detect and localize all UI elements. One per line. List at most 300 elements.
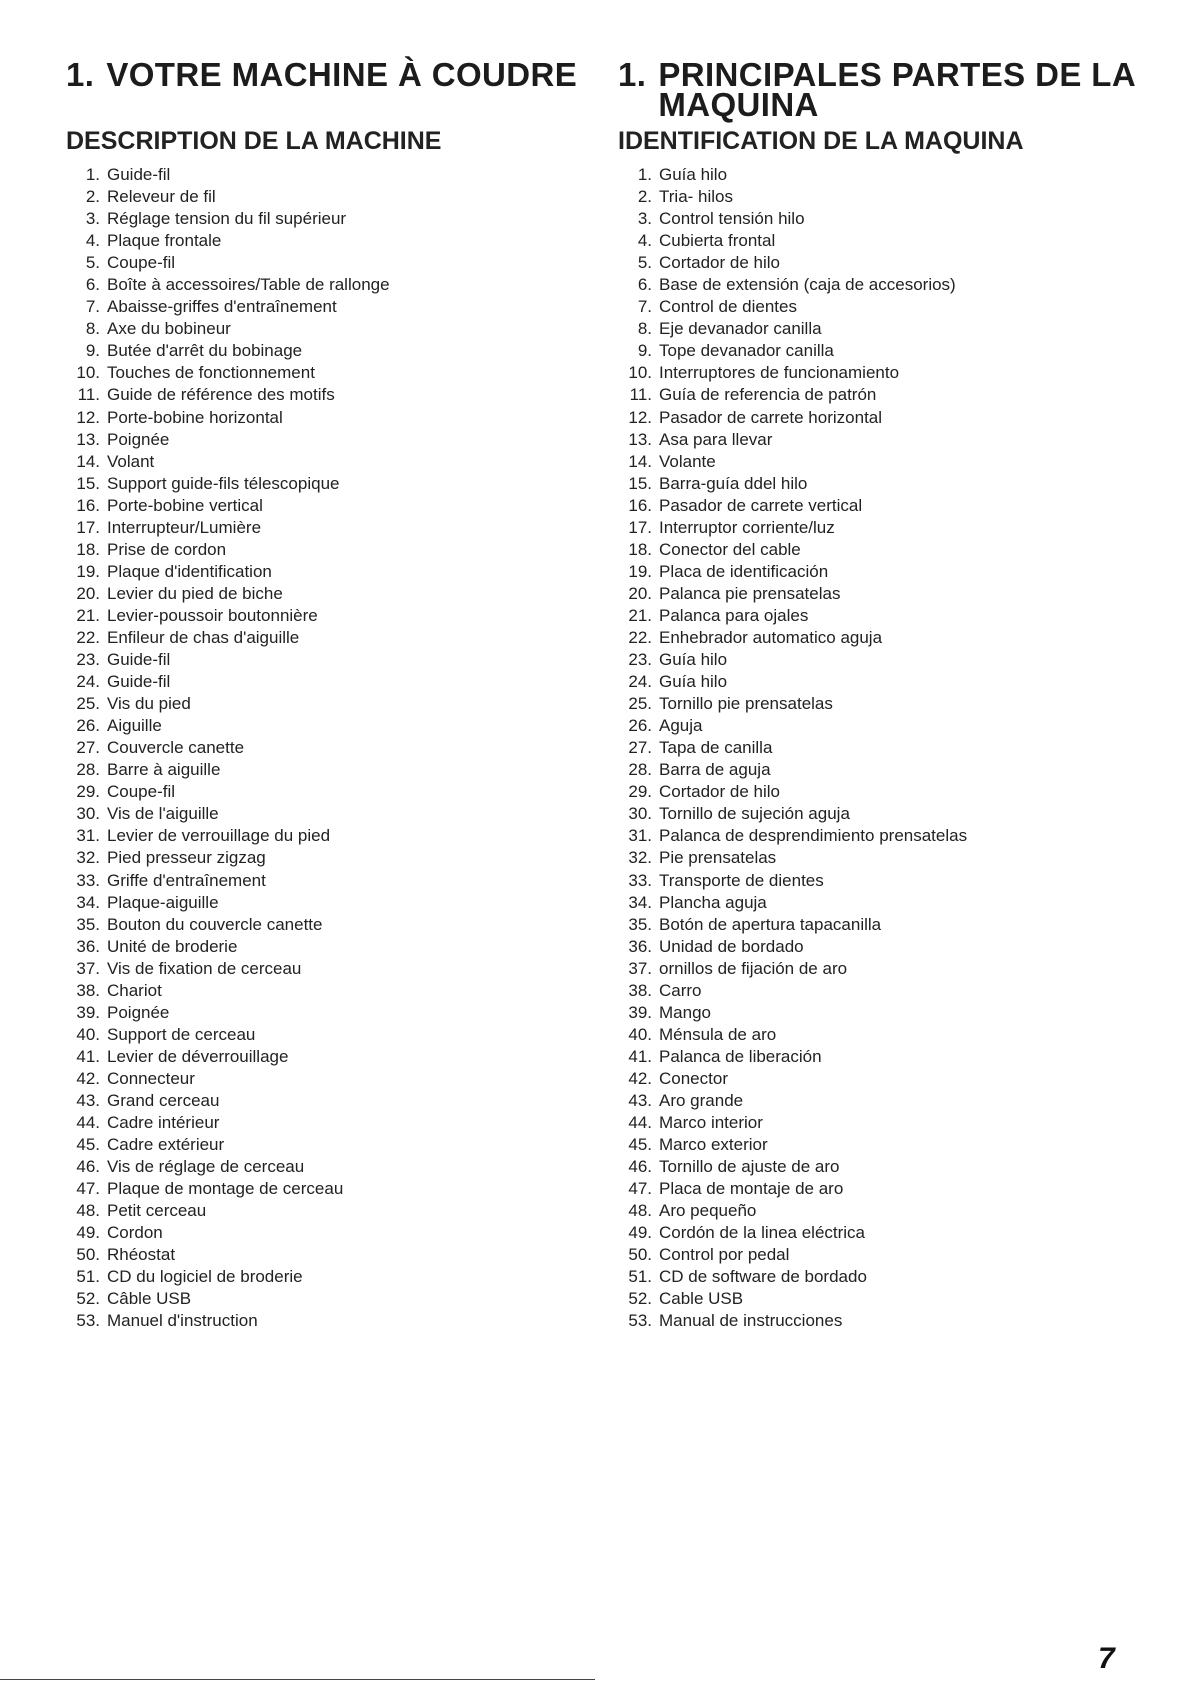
page-number: 7	[1098, 1642, 1115, 1675]
part-label: Control de dientes	[659, 297, 797, 317]
spanish-part-item	[618, 1200, 1158, 1222]
part-label: Tornillo de ajuste de aro	[659, 1157, 840, 1177]
part-number: 53.	[76, 1311, 100, 1331]
spanish-part-item	[618, 1156, 1158, 1178]
part-label: Levier-poussoir boutonnière	[107, 605, 318, 625]
part-number: 51.	[76, 1267, 100, 1287]
spanish-part-item	[618, 495, 1158, 517]
spanish-part-item	[618, 1002, 1158, 1024]
part-label: Vis de fixation de cerceau	[107, 958, 302, 978]
french-part-item	[66, 164, 586, 186]
part-label: Prise de cordon	[107, 539, 227, 559]
part-number: 4.	[637, 231, 652, 251]
spanish-part-item	[618, 1222, 1158, 1244]
part-label: Tornillo pie prensatelas	[659, 694, 833, 714]
part-label: Tapa de canilla	[659, 738, 773, 758]
part-label: Volant	[107, 451, 155, 471]
part-number: 40.	[76, 1024, 100, 1044]
part-number: 1.	[85, 165, 100, 184]
part-number: 8.	[637, 319, 652, 339]
spanish-part-item	[618, 296, 1158, 318]
part-number: 5.	[637, 253, 652, 273]
part-label: Enhebrador automatico aguja	[659, 627, 883, 647]
part-number: 19.	[628, 561, 652, 581]
part-number: 49.	[76, 1223, 100, 1243]
part-label: Aro pequeño	[659, 1201, 757, 1221]
spanish-part-item	[618, 429, 1158, 451]
spanish-part-item	[618, 870, 1158, 892]
part-number: 47.	[76, 1179, 100, 1199]
part-label: Plaque d'identification	[107, 561, 272, 581]
part-label: CD du logiciel de broderie	[107, 1267, 303, 1287]
spanish-column	[618, 56, 1158, 1332]
part-label: Couvercle canette	[107, 738, 245, 758]
french-column	[66, 56, 586, 1332]
part-label: Plaque frontale	[107, 231, 222, 251]
part-number: 52.	[628, 1289, 652, 1309]
part-label: Transporte de dientes	[659, 870, 824, 890]
part-label: Plaque de montage de cerceau	[107, 1179, 344, 1199]
part-label: Porte-bobine vertical	[107, 495, 263, 515]
part-label: Cubierta frontal	[659, 231, 776, 251]
part-number: 22.	[76, 627, 100, 647]
part-number: 23.	[628, 650, 652, 670]
french-part-item	[66, 980, 586, 1002]
part-number: 31.	[76, 826, 100, 846]
part-label: Câble USB	[107, 1289, 192, 1309]
french-part-item	[66, 1002, 586, 1024]
spanish-part-item	[618, 693, 1158, 715]
spanish-part-item	[618, 1134, 1158, 1156]
part-number: 33.	[76, 870, 100, 890]
part-label: Unidad de bordado	[659, 936, 804, 956]
spanish-part-item	[618, 164, 1158, 186]
french-section-number: 1.	[66, 56, 95, 93]
spanish-part-item	[618, 451, 1158, 473]
part-number: 29.	[76, 782, 100, 802]
part-number: 11.	[629, 385, 652, 405]
part-number: 31.	[628, 826, 652, 846]
spanish-part-item	[618, 473, 1158, 495]
part-number: 20.	[76, 583, 100, 603]
part-label: Marco exterior	[659, 1135, 768, 1155]
part-label: Barra-guía ddel hilo	[659, 473, 808, 493]
french-part-item	[66, 737, 586, 759]
french-part-item	[66, 274, 586, 296]
part-number: 15.	[628, 473, 652, 493]
part-label: Support guide-fils télescopique	[107, 473, 340, 493]
french-part-item	[66, 671, 586, 693]
spanish-part-item	[618, 671, 1158, 693]
part-number: 25.	[76, 694, 100, 714]
part-label: Guide-fil	[107, 650, 171, 670]
spanish-part-item	[618, 847, 1158, 869]
french-part-item	[66, 230, 586, 252]
part-number: 16.	[76, 495, 100, 515]
part-label: Control tensión hilo	[659, 209, 805, 229]
part-number: 27.	[628, 738, 652, 758]
french-part-item	[66, 1244, 586, 1266]
part-label: Réglage tension du fil supérieur	[107, 209, 347, 229]
part-number: 5.	[85, 253, 100, 273]
spanish-part-item	[618, 892, 1158, 914]
french-part-item	[66, 1112, 586, 1134]
french-part-item	[66, 803, 586, 825]
part-label: Poignée	[107, 429, 170, 449]
part-label: Placa de montaje de aro	[659, 1179, 844, 1199]
part-label: Unité de broderie	[107, 936, 238, 956]
french-part-item	[66, 473, 586, 495]
french-part-item	[66, 186, 586, 208]
part-number: 27.	[76, 738, 100, 758]
french-part-item	[66, 715, 586, 737]
part-label: Coupe-fil	[107, 782, 176, 802]
part-label: Pied presseur zigzag	[107, 848, 266, 868]
spanish-part-item	[618, 340, 1158, 362]
part-number: 30.	[628, 804, 652, 824]
spanish-part-item	[618, 627, 1158, 649]
part-label: Vis du pied	[107, 694, 191, 714]
french-part-item	[66, 847, 586, 869]
part-number: 24.	[76, 672, 100, 692]
spanish-part-item	[618, 1266, 1158, 1288]
part-number: 30.	[76, 804, 100, 824]
part-number: 9.	[85, 341, 100, 361]
french-part-item	[66, 362, 586, 384]
part-number: 29.	[628, 782, 652, 802]
part-number: 14.	[628, 451, 652, 471]
french-part-item	[66, 517, 586, 539]
part-number: 19.	[76, 561, 100, 581]
french-part-item	[66, 1134, 586, 1156]
part-label: Volante	[659, 451, 716, 471]
french-section-title	[66, 56, 586, 93]
part-label: Vis de réglage de cerceau	[107, 1157, 305, 1177]
part-label: Botón de apertura tapacanilla	[659, 914, 882, 934]
french-part-item	[66, 649, 586, 671]
french-part-item	[66, 1266, 586, 1288]
part-number: 26.	[76, 716, 100, 736]
french-part-item	[66, 759, 586, 781]
part-label: Carro	[659, 980, 702, 1000]
part-label: Releveur de fil	[107, 187, 216, 207]
part-label: Pie prensatelas	[659, 848, 777, 868]
part-label: Levier de déverrouillage	[107, 1046, 289, 1066]
part-number: 43.	[628, 1090, 652, 1110]
part-number: 16.	[628, 495, 652, 515]
part-number: 39.	[628, 1002, 652, 1022]
french-part-item	[66, 605, 586, 627]
part-label: ornillos de fijación de aro	[659, 958, 848, 978]
spanish-section-number: 1.	[618, 56, 647, 93]
french-part-item	[66, 384, 586, 406]
spanish-part-item	[618, 274, 1158, 296]
part-label: Barre à aiguille	[107, 760, 221, 780]
part-number: 15.	[76, 473, 100, 493]
french-part-item	[66, 627, 586, 649]
part-label: Coupe-fil	[107, 253, 176, 273]
french-part-item	[66, 892, 586, 914]
part-number: 42.	[628, 1068, 652, 1088]
part-number: 14.	[76, 451, 100, 471]
spanish-part-item	[618, 1068, 1158, 1090]
part-label: Axe du bobineur	[107, 319, 231, 339]
part-number: 4.	[85, 231, 100, 251]
part-label: Guía hilo	[659, 165, 728, 184]
spanish-part-item	[618, 407, 1158, 429]
part-number: 52.	[76, 1289, 100, 1309]
spanish-part-item	[618, 1046, 1158, 1068]
part-label: Vis de l'aiguille	[107, 804, 219, 824]
spanish-part-item	[618, 803, 1158, 825]
part-label: Palanca de desprendimiento prensatelas	[659, 826, 968, 846]
part-label: Guide de référence des motifs	[107, 385, 335, 405]
part-number: 20.	[628, 583, 652, 603]
spanish-part-item	[618, 1090, 1158, 1112]
part-label: Abaisse-griffes d'entraînement	[107, 297, 337, 317]
part-number: 36.	[628, 936, 652, 956]
spanish-part-item	[618, 230, 1158, 252]
part-number: 46.	[76, 1157, 100, 1177]
spanish-part-item	[618, 252, 1158, 274]
french-part-item	[66, 1222, 586, 1244]
part-number: 38.	[76, 980, 100, 1000]
french-section-title-text: VOTRE MACHINE À COUDRE	[106, 56, 578, 93]
part-label: Petit cerceau	[107, 1201, 207, 1221]
part-label: Interrupteur/Lumière	[107, 517, 262, 537]
part-number: 49.	[628, 1223, 652, 1243]
part-label: Chariot	[107, 980, 162, 1000]
part-number: 21.	[628, 605, 652, 625]
spanish-part-item	[618, 318, 1158, 340]
part-label: Palanca para ojales	[659, 605, 809, 625]
part-number: 47.	[628, 1179, 652, 1199]
spanish-part-item	[618, 649, 1158, 671]
part-number: 2.	[637, 187, 652, 207]
part-number: 37.	[628, 958, 652, 978]
french-part-item	[66, 1068, 586, 1090]
part-label: Cable USB	[659, 1289, 744, 1309]
part-label: Cordon	[107, 1223, 163, 1243]
part-label: Barra de aguja	[659, 760, 771, 780]
part-number: 38.	[628, 980, 652, 1000]
part-label: Eje devanador canilla	[659, 319, 822, 339]
part-label: Guía hilo	[659, 672, 728, 692]
spanish-subtitle: IDENTIFICATION DE LA MAQUINA	[618, 127, 1024, 155]
part-label: Mango	[659, 1002, 711, 1022]
part-label: Marco interior	[659, 1113, 763, 1133]
french-part-item	[66, 958, 586, 980]
french-part-item	[66, 451, 586, 473]
part-number: 40.	[628, 1024, 652, 1044]
french-part-item	[66, 429, 586, 451]
french-part-item	[66, 1024, 586, 1046]
part-label: Guide-fil	[107, 672, 171, 692]
part-number: 48.	[628, 1201, 652, 1221]
french-part-item	[66, 252, 586, 274]
part-label: Butée d'arrêt du bobinage	[107, 341, 303, 361]
part-label: Control por pedal	[659, 1245, 790, 1265]
part-number: 45.	[76, 1135, 100, 1155]
part-number: 41.	[628, 1046, 652, 1066]
part-number: 43.	[76, 1090, 100, 1110]
french-part-item	[66, 914, 586, 936]
part-number: 51.	[628, 1267, 652, 1287]
spanish-part-item	[618, 737, 1158, 759]
spanish-part-item	[618, 958, 1158, 980]
french-part-item	[66, 495, 586, 517]
french-parts-list	[66, 164, 586, 1332]
spanish-part-item	[618, 384, 1158, 406]
part-number: 34.	[628, 892, 652, 912]
spanish-part-item	[618, 759, 1158, 781]
part-label: Levier de verrouillage du pied	[107, 826, 331, 846]
part-number: 32.	[76, 848, 100, 868]
spanish-part-item	[618, 561, 1158, 583]
part-label: Cadre extérieur	[107, 1135, 225, 1155]
part-number: 37.	[76, 958, 100, 978]
part-number: 28.	[628, 760, 652, 780]
french-part-item	[66, 693, 586, 715]
part-label: Guide-fil	[107, 165, 171, 184]
part-label: Interruptor corriente/luz	[659, 517, 835, 537]
part-label: Plancha aguja	[659, 892, 767, 912]
spanish-part-item	[618, 936, 1158, 958]
part-label: Boîte à accessoires/Table de rallonge	[107, 275, 390, 295]
part-label: Levier du pied de biche	[107, 583, 283, 603]
part-label: Base de extensión (caja de accesorios)	[659, 275, 956, 295]
part-number: 50.	[76, 1245, 100, 1265]
part-number: 7.	[85, 297, 100, 317]
part-label: Aguja	[659, 716, 703, 736]
spanish-part-item	[618, 914, 1158, 936]
part-number: 6.	[637, 275, 652, 295]
part-label: Cortador de hilo	[659, 253, 780, 273]
part-label: Tornillo de sujeción aguja	[659, 804, 850, 824]
part-label: Ménsula de aro	[659, 1024, 777, 1044]
spanish-part-item	[618, 539, 1158, 561]
part-number: 33.	[628, 870, 652, 890]
spanish-part-item	[618, 362, 1158, 384]
spanish-section-title-text: PRINCIPALES PARTES DE LA MAQUINA	[658, 56, 1135, 123]
part-label: Conector del cable	[659, 539, 801, 559]
part-label: Guía hilo	[659, 650, 728, 670]
footer-rule	[0, 1679, 595, 1680]
part-number: 50.	[628, 1245, 652, 1265]
spanish-part-item	[618, 1178, 1158, 1200]
part-label: Interruptores de funcionamiento	[659, 363, 900, 383]
part-number: 45.	[628, 1135, 652, 1155]
part-label: Griffe d'entraînement	[107, 870, 266, 890]
part-number: 12.	[76, 407, 100, 427]
french-part-item	[66, 539, 586, 561]
part-number: 13.	[76, 429, 100, 449]
part-label: Asa para llevar	[659, 429, 773, 449]
french-part-item	[66, 407, 586, 429]
part-number: 17.	[76, 517, 100, 537]
spanish-part-item	[618, 186, 1158, 208]
part-label: Touches de fonctionnement	[107, 363, 315, 383]
part-number: 25.	[628, 694, 652, 714]
french-part-item	[66, 561, 586, 583]
part-number: 46.	[628, 1157, 652, 1177]
part-label: Bouton du couvercle canette	[107, 914, 323, 934]
french-part-item	[66, 1200, 586, 1222]
part-label: Cordón de la linea eléctrica	[659, 1223, 866, 1243]
french-part-item	[66, 825, 586, 847]
spanish-part-item	[618, 1310, 1158, 1332]
part-number: 21.	[76, 605, 100, 625]
part-label: CD de software de bordado	[659, 1267, 867, 1287]
french-part-item	[66, 583, 586, 605]
part-label: Support de cerceau	[107, 1024, 256, 1044]
part-number: 35.	[76, 914, 100, 934]
spanish-part-item	[618, 208, 1158, 230]
part-number: 8.	[85, 319, 100, 339]
spanish-part-item	[618, 1024, 1158, 1046]
part-number: 26.	[628, 716, 652, 736]
french-part-item	[66, 1288, 586, 1310]
french-part-item	[66, 1046, 586, 1068]
french-part-item	[66, 1178, 586, 1200]
part-number: 36.	[76, 936, 100, 956]
part-number: 39.	[76, 1002, 100, 1022]
part-label: Aro grande	[659, 1090, 744, 1110]
part-label: Manuel d'instruction	[107, 1311, 258, 1331]
part-number: 44.	[628, 1113, 652, 1133]
part-number: 41.	[76, 1046, 100, 1066]
spanish-part-item	[618, 980, 1158, 1002]
spanish-part-item	[618, 583, 1158, 605]
spanish-part-item	[618, 1244, 1158, 1266]
french-part-item	[66, 1310, 586, 1332]
french-part-item	[66, 1156, 586, 1178]
part-label: Guía de referencia de patrón	[659, 385, 877, 405]
part-number: 44.	[76, 1113, 100, 1133]
part-number: 35.	[628, 914, 652, 934]
part-number: 13.	[628, 429, 652, 449]
part-number: 1.	[637, 165, 652, 184]
part-number: 23.	[76, 650, 100, 670]
part-number: 2.	[85, 187, 100, 207]
part-number: 42.	[76, 1068, 100, 1088]
french-part-item	[66, 318, 586, 340]
spanish-part-item	[618, 517, 1158, 539]
part-number: 10.	[76, 363, 100, 383]
spanish-parts-list	[618, 164, 1158, 1332]
french-part-item	[66, 296, 586, 318]
part-number: 18.	[628, 539, 652, 559]
spanish-part-item	[618, 825, 1158, 847]
french-part-item	[66, 1090, 586, 1112]
part-label: Connecteur	[107, 1068, 195, 1088]
part-number: 9.	[637, 341, 652, 361]
part-number: 24.	[628, 672, 652, 692]
french-part-item	[66, 340, 586, 362]
part-label: Enfileur de chas d'aiguille	[107, 627, 300, 647]
part-label: Poignée	[107, 1002, 170, 1022]
part-number: 3.	[85, 209, 100, 229]
part-number: 22.	[628, 627, 652, 647]
spanish-section-title	[618, 56, 1158, 123]
part-label: Conector	[659, 1068, 728, 1088]
part-number: 18.	[76, 539, 100, 559]
part-label: Manual de instrucciones	[659, 1311, 843, 1331]
part-number: 6.	[85, 275, 100, 295]
part-label: Tope devanador canilla	[659, 341, 834, 361]
part-number: 32.	[628, 848, 652, 868]
spanish-part-item	[618, 1288, 1158, 1310]
